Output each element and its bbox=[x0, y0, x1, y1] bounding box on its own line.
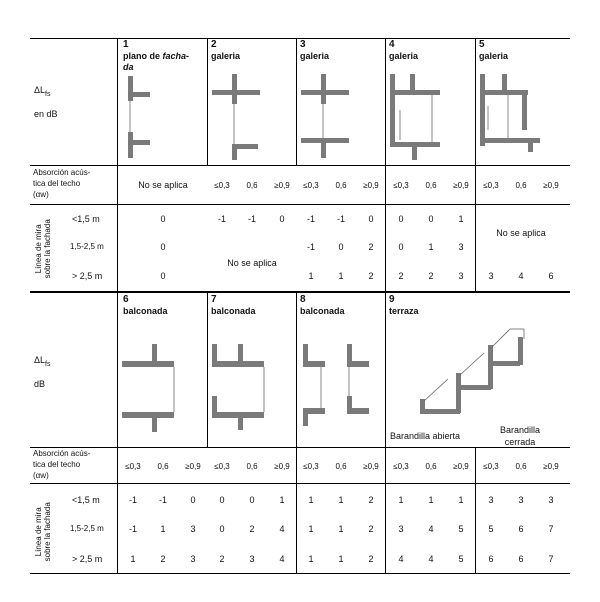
bottom-r3-cell-3: 2 bbox=[219, 554, 225, 564]
diagram-galeria-5 bbox=[476, 70, 566, 164]
unit-label-top: en dB bbox=[34, 109, 58, 119]
bottom-r1-cell-1: -1 bbox=[158, 495, 168, 505]
top-r3-c4-b: 2 bbox=[428, 271, 434, 281]
bottom-r2-cell-8: 2 bbox=[368, 524, 374, 534]
header-5-name: galeria bbox=[479, 51, 509, 61]
abs-top-c4-b: 0,6 bbox=[425, 181, 437, 190]
bottom-r1-cell-4: 0 bbox=[249, 495, 255, 505]
bottom-r3-cell-13: 6 bbox=[518, 554, 524, 564]
top-r2-c4-b: 1 bbox=[428, 242, 434, 252]
bottom-r2-cell-4: 2 bbox=[249, 524, 255, 534]
diagram-galeria-4 bbox=[386, 70, 474, 164]
top-r3-c5-c: 6 bbox=[548, 271, 554, 281]
abs-top-c3-a: ≤0,3 bbox=[303, 181, 319, 190]
bottom-r1-cell-11: 1 bbox=[458, 495, 464, 505]
abs-bottom-cell-9: ≤0,3 bbox=[393, 462, 409, 471]
bottom-r1-cell-6: 1 bbox=[308, 495, 314, 505]
bottom-r1-cell-12: 3 bbox=[488, 495, 494, 505]
sightline-label-top: Línea de mira sobre la fachada bbox=[34, 219, 52, 279]
bottom-r2-cell-11: 5 bbox=[458, 524, 464, 534]
terraza-closed-label-2: cerrada bbox=[504, 437, 536, 447]
abs-top-c3-c: ≥0,9 bbox=[363, 181, 379, 190]
sightline-label-bottom: Línea de mira sobre la fachada bbox=[34, 502, 52, 562]
header-8-name: balconada bbox=[300, 306, 345, 316]
terraza-open-label: Barandilla abierta bbox=[390, 431, 461, 441]
header-2-num: 2 bbox=[211, 39, 217, 50]
bottom-r3-cell-8: 2 bbox=[368, 554, 374, 564]
diagram-galeria-2 bbox=[208, 70, 296, 164]
top-r1-c2-a: -1 bbox=[217, 214, 227, 224]
bottom-r1-cell-7: 1 bbox=[338, 495, 344, 505]
top-r2-c3-b: 0 bbox=[338, 242, 344, 252]
header-4-name: galeria bbox=[389, 51, 419, 61]
abs-top-c4-c: ≥0,9 bbox=[453, 181, 469, 190]
top-r1-c4-c: 1 bbox=[458, 214, 464, 224]
header-1-num: 1 bbox=[123, 39, 129, 50]
abs-top-c2-a: ≤0,3 bbox=[214, 181, 230, 190]
bottom-r2-cell-7: 1 bbox=[338, 524, 344, 534]
abs-top-c5-b: 0,6 bbox=[515, 181, 527, 190]
bottom-r1-cell-14: 3 bbox=[548, 495, 554, 505]
top-r2-c3-a: -1 bbox=[306, 242, 316, 252]
bottom-absorption-bottom bbox=[30, 483, 570, 484]
top-c5-na: No se aplica bbox=[496, 228, 546, 238]
bottom-r3-cell-9: 4 bbox=[398, 554, 404, 564]
bottom-r1-cell-2: 0 bbox=[190, 495, 196, 505]
abs-bottom-cell-3: ≤0,3 bbox=[214, 462, 230, 471]
middle-divider bbox=[30, 291, 570, 293]
row-top-3-label: > 2,5 m bbox=[72, 271, 103, 281]
abs-bottom-cell-0: ≤0,3 bbox=[125, 462, 141, 471]
top-r1-c3-c: 0 bbox=[368, 214, 374, 224]
bottom-r3-cell-4: 3 bbox=[249, 554, 255, 564]
header-1-name: plano de facha- bbox=[123, 51, 190, 61]
top-c2-na: No se aplica bbox=[227, 258, 277, 268]
bottom-r2-cell-2: 3 bbox=[190, 524, 196, 534]
abs-bottom-cell-10: 0,6 bbox=[425, 462, 437, 471]
top-r3-c5-a: 3 bbox=[488, 271, 494, 281]
header-6-num: 6 bbox=[123, 294, 129, 305]
bottom-r1-cell-0: -1 bbox=[128, 495, 138, 505]
bottom-r2-cell-5: 4 bbox=[279, 524, 285, 534]
header-9-num: 9 bbox=[389, 294, 395, 305]
top-r3-c3-a: 1 bbox=[308, 271, 314, 281]
bottom-r1-cell-3: 0 bbox=[219, 495, 225, 505]
abs-bottom-cell-6: ≤0,3 bbox=[303, 462, 319, 471]
bottom-r3-cell-6: 1 bbox=[308, 554, 314, 564]
abs-bottom-cell-11: ≥0,9 bbox=[453, 462, 469, 471]
bottom-r2-cell-0: -1 bbox=[128, 524, 138, 534]
top-r1-c4-a: 0 bbox=[398, 214, 404, 224]
top-r2-c4-a: 0 bbox=[398, 242, 404, 252]
top-r3-c4-c: 3 bbox=[458, 271, 464, 281]
top-r1-c3-a: -1 bbox=[306, 214, 316, 224]
top-r1-c1: 0 bbox=[160, 214, 166, 224]
bottom-r1-cell-8: 2 bbox=[368, 495, 374, 505]
bottom-r2-cell-9: 3 bbox=[398, 524, 404, 534]
abs-top-c5-a: ≤0,3 bbox=[483, 181, 499, 190]
unit-label-bottom: dB bbox=[34, 379, 46, 389]
diagram-balconada-6 bbox=[118, 330, 206, 440]
bottom-r3-cell-12: 6 bbox=[488, 554, 494, 564]
bottom-r3-cell-2: 3 bbox=[190, 554, 196, 564]
diagram-terraza-9 bbox=[386, 315, 570, 433]
v-bot-5 bbox=[475, 447, 476, 573]
absorption-label-top-2: tica del techo bbox=[33, 179, 81, 188]
bottom-r3-cell-5: 4 bbox=[279, 554, 285, 564]
header-4-num: 4 bbox=[389, 39, 395, 50]
bottom-r3-cell-0: 1 bbox=[130, 554, 136, 564]
top-r1-c4-b: 0 bbox=[428, 214, 434, 224]
bottom-r3-cell-14: 7 bbox=[548, 554, 554, 564]
header-7-num: 7 bbox=[211, 294, 217, 305]
abs-bottom-cell-2: ≥0,9 bbox=[185, 462, 201, 471]
top-r2-c4-c: 3 bbox=[458, 242, 464, 252]
row-top-2-label: 1,5-2,5 m bbox=[70, 242, 104, 251]
absorption-label-bottom-1: Absorción acús- bbox=[33, 449, 91, 458]
header-6-name: balconada bbox=[123, 306, 168, 316]
header-8-num: 8 bbox=[300, 294, 306, 305]
abs-bottom-cell-1: 0,6 bbox=[157, 462, 169, 471]
header-1-name-line2: da bbox=[123, 62, 134, 72]
row-bottom-1-label: <1,5 m bbox=[72, 495, 100, 505]
abs-bottom-cell-4: 0,6 bbox=[246, 462, 258, 471]
bottom-r3-cell-7: 1 bbox=[338, 554, 344, 564]
bottom-r2-cell-6: 1 bbox=[308, 524, 314, 534]
bottom-r1-cell-9: 1 bbox=[398, 495, 404, 505]
top-r3-c4-a: 2 bbox=[398, 271, 404, 281]
abs-bottom-cell-7: 0,6 bbox=[335, 462, 347, 471]
absorption-label-top-3: (αw) bbox=[33, 190, 49, 199]
top-r1-c2-c: 0 bbox=[279, 214, 285, 224]
header-2-name: galeria bbox=[211, 51, 241, 61]
bottom-r2-cell-13: 6 bbox=[518, 524, 524, 534]
row-top-1-label: <1,5 m bbox=[72, 214, 100, 224]
top-r1-c2-b: -1 bbox=[247, 214, 257, 224]
abs-bottom-cell-5: ≥0,9 bbox=[274, 462, 290, 471]
absorption-label-bottom-3: (αw) bbox=[33, 471, 49, 480]
absorption-label-bottom-2: tica del techo bbox=[33, 460, 81, 469]
absorption-label-top-1: Absorción acús- bbox=[33, 168, 91, 177]
top-r2-c1: 0 bbox=[160, 242, 166, 252]
diagram-galeria-3 bbox=[297, 70, 385, 164]
bottom-r2-cell-14: 7 bbox=[548, 524, 554, 534]
top-header-bottom bbox=[30, 165, 570, 166]
abs-top-c3-b: 0,6 bbox=[335, 181, 347, 190]
header-9-name: terraza bbox=[389, 306, 419, 316]
abs-top-c4-a: ≤0,3 bbox=[393, 181, 409, 190]
abs-top-c5-c: ≥0,9 bbox=[543, 181, 559, 190]
bottom-border bbox=[30, 573, 570, 574]
bottom-r1-cell-10: 1 bbox=[428, 495, 434, 505]
delta-label-bottom: $\Delta L_{fs}$ bbox=[34, 355, 51, 368]
header-3-name: galeria bbox=[300, 51, 330, 61]
abs-bottom-cell-8: ≥0,9 bbox=[363, 462, 379, 471]
bottom-r3-cell-10: 4 bbox=[428, 554, 434, 564]
diagram-balconada-7 bbox=[208, 330, 296, 440]
abs-top-c2-c: ≥0,9 bbox=[274, 181, 290, 190]
top-r3-c3-b: 1 bbox=[338, 271, 344, 281]
top-r3-c5-b: 4 bbox=[518, 271, 524, 281]
row-bottom-2-label: 1,5-2,5 m bbox=[70, 524, 104, 533]
bottom-r1-cell-5: 1 bbox=[279, 495, 285, 505]
absorption-na-c1: No se aplica bbox=[138, 180, 188, 190]
diagram-plano-de-fachada bbox=[118, 70, 206, 164]
abs-top-c2-b: 0,6 bbox=[246, 181, 258, 190]
header-5-num: 5 bbox=[479, 39, 485, 50]
top-r3-c1: 0 bbox=[160, 271, 166, 281]
abs-bottom-cell-12: ≤0,3 bbox=[483, 462, 499, 471]
abs-bottom-cell-13: 0,6 bbox=[515, 462, 527, 471]
top-r3-c3-c: 2 bbox=[368, 271, 374, 281]
bottom-r3-cell-1: 2 bbox=[160, 554, 166, 564]
row-bottom-3-label: > 2,5 m bbox=[72, 554, 103, 564]
bottom-header-bottom bbox=[30, 447, 570, 448]
bottom-r2-cell-10: 4 bbox=[428, 524, 434, 534]
bottom-r2-cell-1: 1 bbox=[160, 524, 166, 534]
bottom-r3-cell-11: 5 bbox=[458, 554, 464, 564]
bottom-r1-cell-13: 3 bbox=[518, 495, 524, 505]
diagram-balconada-8 bbox=[297, 330, 385, 440]
terraza-closed-label-1: Barandilla bbox=[499, 425, 541, 435]
header-3-num: 3 bbox=[300, 39, 306, 50]
header-7-name: balconada bbox=[211, 306, 256, 316]
bottom-r2-cell-3: 0 bbox=[219, 524, 225, 534]
abs-bottom-cell-14: ≥0,9 bbox=[543, 462, 559, 471]
bottom-r2-cell-12: 5 bbox=[488, 524, 494, 534]
top-absorption-bottom bbox=[30, 204, 570, 205]
top-r1-c3-b: -1 bbox=[336, 214, 346, 224]
delta-label-top: $\Delta L_{fs}$ bbox=[34, 85, 51, 98]
top-r2-c3-c: 2 bbox=[368, 242, 374, 252]
